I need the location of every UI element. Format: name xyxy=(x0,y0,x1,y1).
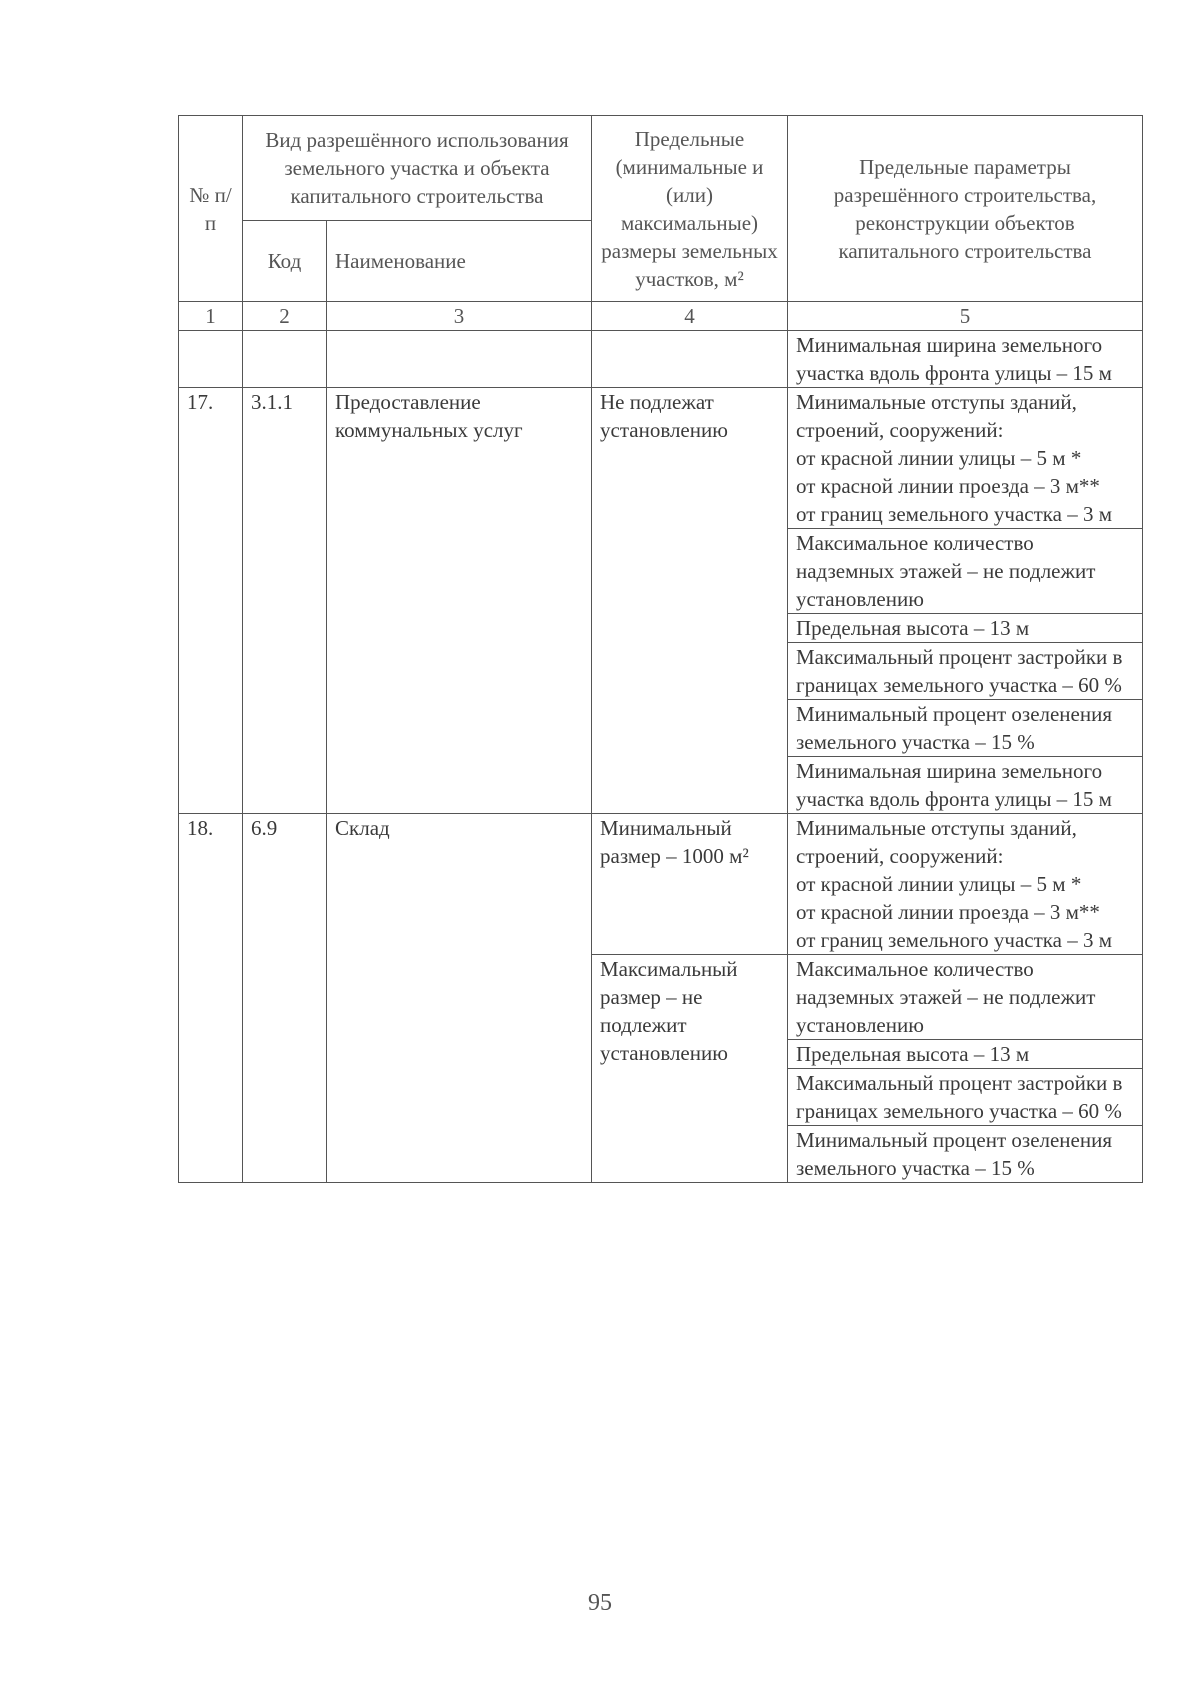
param-cell: Минимальная ширина земельного участка вдоль фронта улицы – 15 м xyxy=(788,757,1143,814)
header-plot-sizes: Предельные (минимальные и (или) максимальные) размеры земельных участков, м² xyxy=(592,116,788,302)
param-cell: Максимальное количество надземных этажей – не подлежит установлению xyxy=(788,955,1143,1040)
table-header-row xyxy=(179,116,1143,221)
header-number: № п/п xyxy=(179,116,243,302)
param-cell xyxy=(788,814,1143,955)
row-name: Склад xyxy=(327,814,592,1183)
header-name: Наименование xyxy=(327,221,592,302)
regulations-table xyxy=(178,115,1143,1183)
param-cell: Минимальная ширина земельного участка вдоль фронта улицы – 15 м xyxy=(788,331,1143,388)
param-line: от границ земельного участка – 3 м xyxy=(796,928,1113,952)
page-number: 95 xyxy=(588,1590,612,1616)
column-number: 5 xyxy=(788,302,1143,331)
row-name: Предоставление коммунальных услуг xyxy=(327,388,592,814)
param-line: от красной линии проезда – 3 м** xyxy=(796,474,1100,498)
param-cell: Минимальный процент озеленения земельного участка – 15 % xyxy=(788,700,1143,757)
param-line: от красной линии улицы – 5 м * xyxy=(796,446,1082,470)
param-line: Минимальные отступы зданий, строений, сооружений: xyxy=(796,390,1077,442)
param-line: Минимальные отступы зданий, строений, сооружений: xyxy=(796,816,1077,868)
param-line: от красной линии проезда – 3 м** xyxy=(796,900,1100,924)
header-permitted-use: Вид разрешённого использования земельного участка и объекта капитального строительства xyxy=(243,116,592,221)
row-number: 18. xyxy=(179,814,243,1183)
column-number: 1 xyxy=(179,302,243,331)
row-plot-size-min: Минимальный размер – 1000 м² xyxy=(592,814,788,955)
table-row xyxy=(179,388,1143,529)
column-numbers-row xyxy=(179,302,1143,331)
param-cell: Предельная высота – 13 м xyxy=(788,1040,1143,1069)
row-code: 3.1.1 xyxy=(243,388,327,814)
table-row xyxy=(179,814,1143,955)
column-number: 3 xyxy=(327,302,592,331)
param-line: от красной линии улицы – 5 м * xyxy=(796,872,1082,896)
row-number: 17. xyxy=(179,388,243,814)
header-construction-params: Предельные параметры разрешённого строительства, реконструкции объектов капитального строительства xyxy=(788,116,1143,302)
row-code: 6.9 xyxy=(243,814,327,1183)
param-line: от границ земельного участка – 3 м xyxy=(796,502,1113,526)
header-code: Код xyxy=(243,221,327,302)
param-cell xyxy=(788,388,1143,529)
param-cell: Максимальный процент застройки в границах земельного участка – 60 % xyxy=(788,1069,1143,1126)
param-cell: Минимальный процент озеленения земельного участка – 15 % xyxy=(788,1126,1143,1183)
param-cell: Предельная высота – 13 м xyxy=(788,614,1143,643)
column-number: 2 xyxy=(243,302,327,331)
row-plot-size: Не подлежат установлению xyxy=(592,388,788,814)
row-plot-size-max: Максимальный размер – не подлежит установлению xyxy=(592,955,788,1183)
param-cell: Максимальное количество надземных этажей – не подлежит установлению xyxy=(788,529,1143,614)
table-row xyxy=(179,331,1143,388)
column-number: 4 xyxy=(592,302,788,331)
param-cell: Максимальный процент застройки в границах земельного участка – 60 % xyxy=(788,643,1143,700)
